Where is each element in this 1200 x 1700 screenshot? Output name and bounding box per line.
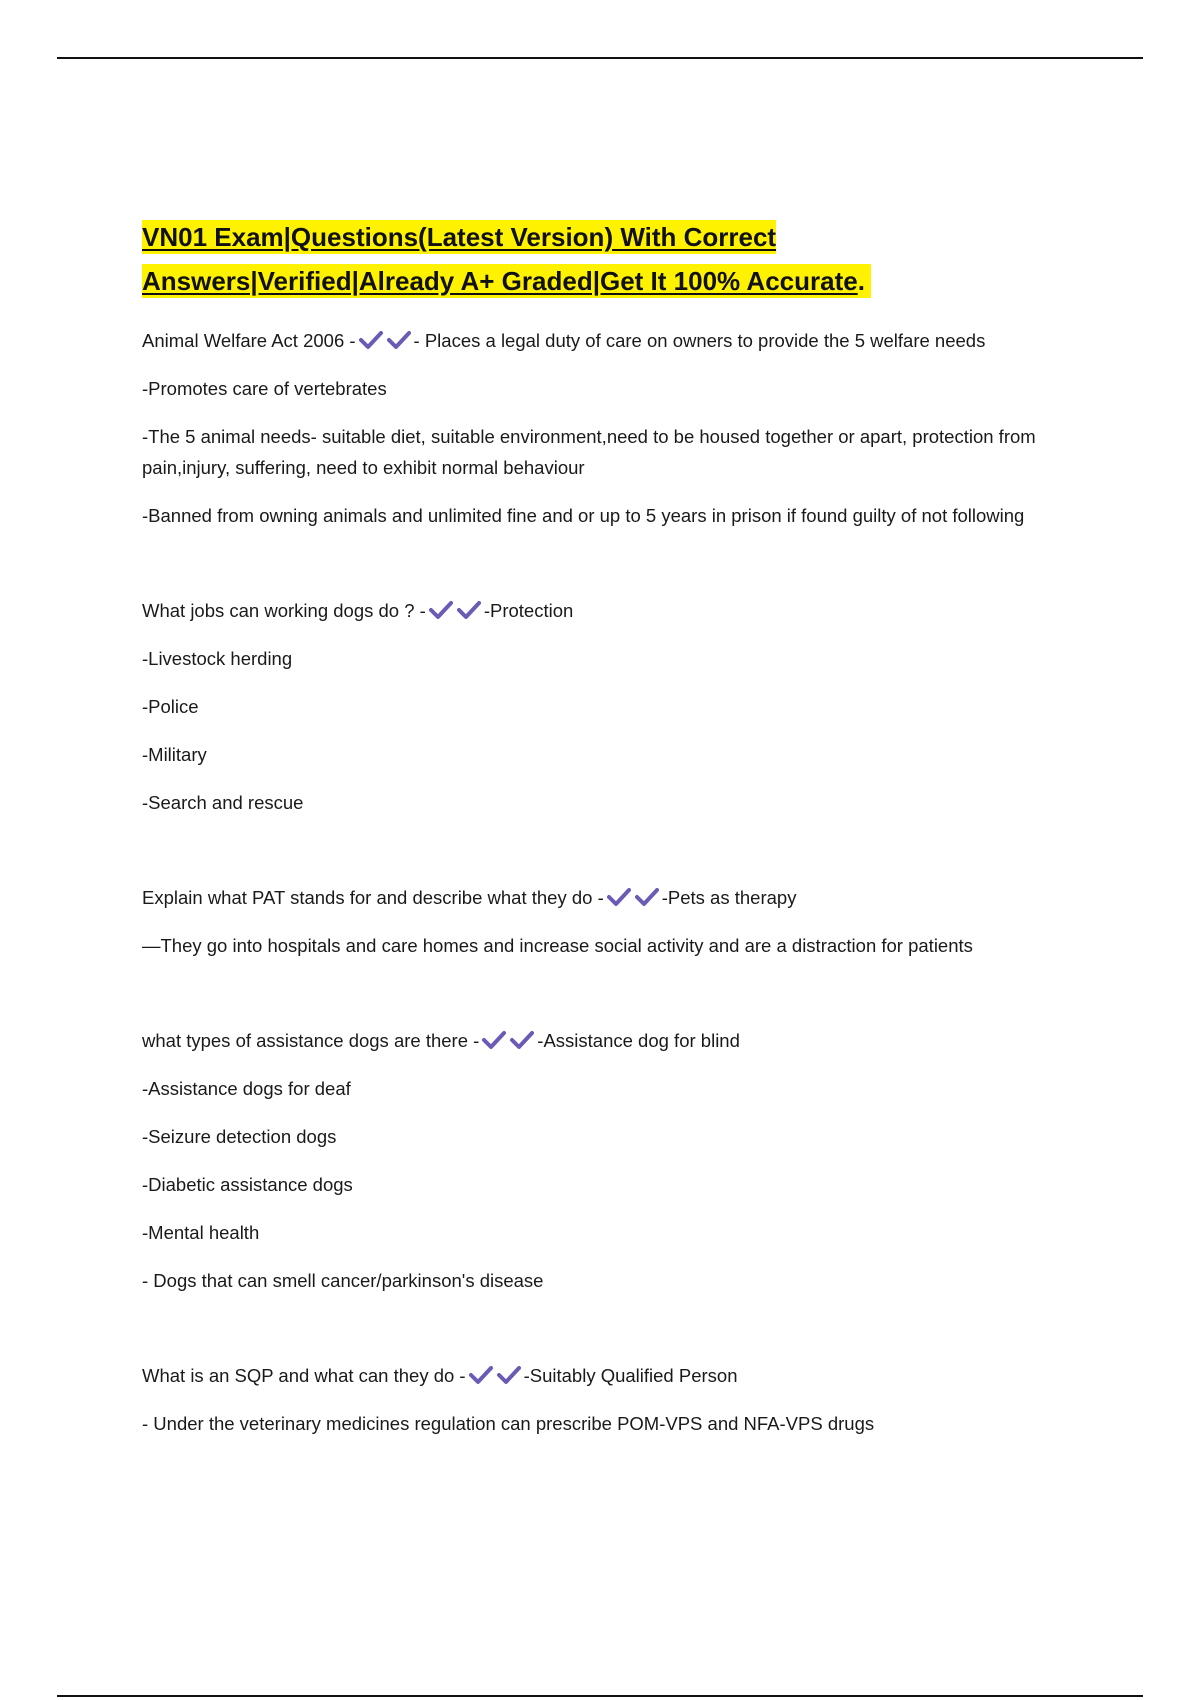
question-text: What is an SQP and what can they do -	[142, 1365, 466, 1386]
answer-detail: -Mental health	[142, 1222, 260, 1243]
answer-detail: -Assistance dogs for deaf	[142, 1078, 351, 1099]
footer-rule	[57, 1695, 1143, 1697]
document-page	[142, 215, 1062, 1456]
qa-spacer	[142, 835, 1062, 882]
answer-detail: -Livestock herding	[142, 648, 293, 669]
qa-list	[142, 325, 1062, 1439]
check-mark-icon	[510, 1030, 534, 1050]
answer-detail: -Seizure detection dogs	[142, 1126, 337, 1147]
answer-detail: -Military	[142, 744, 207, 765]
check-mark-icon	[607, 887, 631, 907]
title-period: .	[858, 264, 871, 298]
title-line-1: VN01 Exam|Questions(Latest Version) With Correct	[142, 222, 777, 252]
qa-question-line	[142, 1025, 1062, 1056]
header-rule	[57, 57, 1143, 59]
answer-detail: - Under the veterinary medicines regulation can prescribe POM-VPS and NFA-VPS drugs	[142, 1413, 875, 1434]
answer-text: -Assistance dog for blind	[537, 1030, 740, 1051]
qa-question-line	[142, 325, 1062, 356]
answer-detail: -Promotes care of vertebrates	[142, 378, 387, 399]
check-mark-icon	[497, 1365, 521, 1385]
qa-spacer	[142, 978, 1062, 1025]
answer-detail: -Police	[142, 696, 199, 717]
check-mark-icon	[457, 600, 481, 620]
document-title	[142, 215, 1062, 303]
question-text: what types of assistance dogs are there -	[142, 1030, 480, 1051]
qa-item	[142, 595, 1062, 818]
check-mark-icon	[482, 1030, 506, 1050]
check-mark-icon	[469, 1365, 493, 1385]
qa-item	[142, 882, 1062, 961]
question-text: Animal Welfare Act 2006 -	[142, 330, 356, 351]
answer-detail: -Diabetic assistance dogs	[142, 1174, 353, 1195]
answer-text: -Pets as therapy	[661, 887, 797, 908]
answer-detail: -Search and rescue	[142, 792, 304, 813]
qa-question-line	[142, 882, 1062, 913]
qa-item	[142, 1025, 1062, 1296]
answer-text: -Suitably Qualified Person	[523, 1365, 738, 1386]
check-mark-icon	[359, 330, 383, 350]
answer-checks	[359, 330, 411, 350]
title-line-2: Answers|Verified|Already A+ Graded|Get It 100% Accurate	[142, 266, 858, 296]
question-text: What jobs can working dogs do ? -	[142, 600, 426, 621]
qa-item	[142, 325, 1062, 531]
qa-item	[142, 1360, 1062, 1439]
qa-spacer	[142, 1313, 1062, 1360]
answer-text: -Protection	[483, 600, 574, 621]
answer-text: - Places a legal duty of care on owners to provide the 5 welfare needs	[413, 330, 986, 351]
answer-detail: —They go into hospitals and care homes and increase social activity and are a distraction for patients	[142, 935, 973, 956]
answer-checks	[469, 1365, 521, 1385]
question-text: Explain what PAT stands for and describe what they do -	[142, 887, 604, 908]
answer-checks	[429, 600, 481, 620]
qa-spacer	[142, 548, 1062, 595]
answer-checks	[482, 1030, 534, 1050]
check-mark-icon	[387, 330, 411, 350]
answer-checks	[607, 887, 659, 907]
answer-detail: -The 5 animal needs- suitable diet, suitable environment,need to be housed together or apart, protection from pain,injury, suffering, need to exhibit normal behaviour	[142, 426, 1036, 478]
answer-detail: -Banned from owning animals and unlimited fine and or up to 5 years in prison if found guilty of not following	[142, 505, 1025, 526]
check-mark-icon	[429, 600, 453, 620]
answer-detail: - Dogs that can smell cancer/parkinson's disease	[142, 1270, 544, 1291]
check-mark-icon	[635, 887, 659, 907]
qa-question-line	[142, 595, 1062, 626]
qa-question-line	[142, 1360, 1062, 1391]
